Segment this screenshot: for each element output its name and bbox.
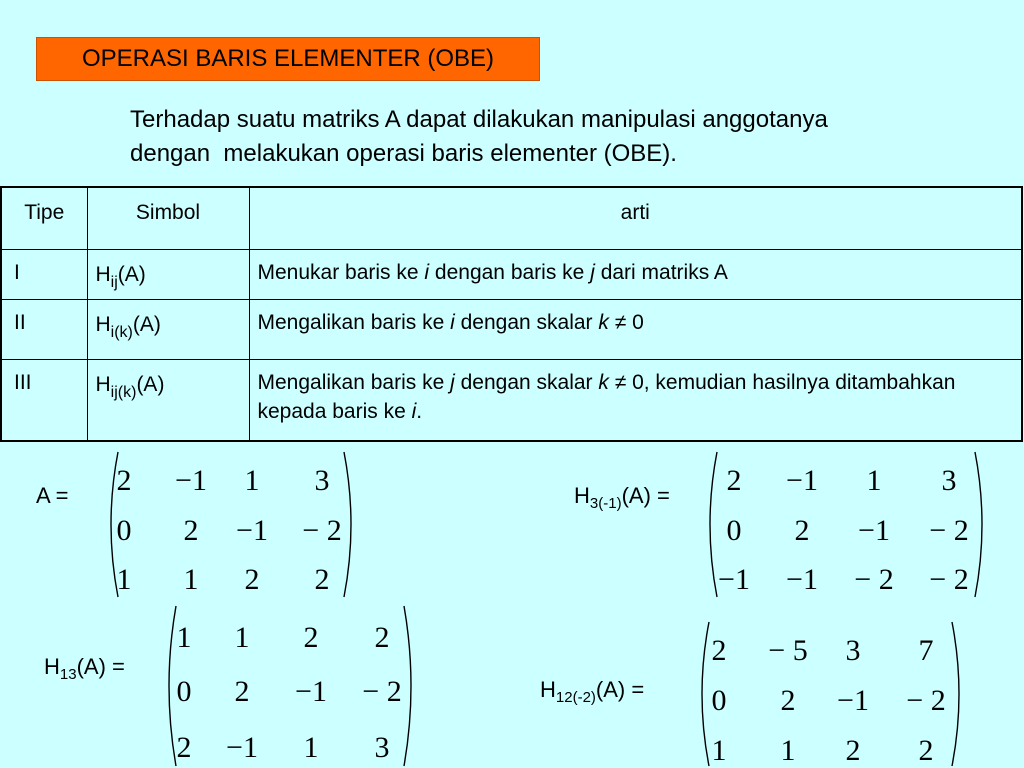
header-tipe: Tipe	[1, 187, 87, 249]
matrix-cell: 1	[183, 563, 199, 596]
symbol-base: H	[95, 372, 111, 396]
matrix-cell: 2	[374, 621, 390, 654]
variable-text: i	[424, 260, 430, 284]
matrix-h3-label: $H_{3(-1)}(A)$ =	[574, 483, 670, 512]
arti-text: Mengalikan baris ke	[257, 310, 451, 334]
header-arti: arti	[249, 187, 1022, 249]
matrix-cell: 1	[116, 563, 132, 596]
matrix-cell: 2	[845, 734, 861, 767]
symbol-base: H	[95, 262, 111, 286]
symbol-arg: (A)	[117, 262, 146, 286]
matrix-cell: 1	[244, 464, 260, 497]
matrix-cell: 3	[314, 464, 330, 497]
matrix-cell: 2	[116, 464, 132, 497]
arti-text: dengan skalar	[454, 370, 599, 394]
intro-line-1: Terhadap suatu matriks A dapat dilakukan manipulasi anggotanya	[130, 106, 828, 133]
matrix-cell: 1	[176, 621, 192, 654]
matrix-cell: 2	[918, 734, 934, 767]
matrix-cell: 0	[176, 675, 192, 708]
matrix-a-label: A =	[36, 483, 69, 508]
arti-text: .	[416, 399, 423, 423]
row-tipe: I	[1, 249, 87, 299]
matrix-cell: 2	[314, 563, 330, 596]
matrix-h12-label: $H_{12(-2)}(A)$ =	[540, 677, 645, 706]
arti-text: Menukar baris ke	[257, 260, 425, 284]
matrix-cell: −1	[786, 563, 818, 596]
symbol-base: H	[95, 312, 111, 336]
matrix-cell: 2	[711, 634, 727, 667]
matrix-cell: −1	[226, 731, 258, 764]
variable-text: i	[411, 399, 417, 423]
matrix-cell: − 2	[854, 563, 894, 596]
matrix-cell: − 2	[929, 514, 969, 547]
variable-text: k	[598, 370, 609, 394]
matrix-cell: −1	[295, 675, 327, 708]
matrix-cell: − 5	[768, 634, 808, 667]
arti-text: dari matriks A	[594, 260, 728, 284]
matrix-cell: 2	[726, 464, 742, 497]
matrix-cell: 2	[234, 675, 250, 708]
matrix-cell: 3	[374, 731, 390, 764]
matrix-cell: 1	[303, 731, 319, 764]
symbol-arg: (A)	[132, 312, 161, 336]
variable-text: i	[450, 310, 455, 334]
symbol-arg: (A)	[136, 372, 165, 396]
arti-text: ≠ 0	[608, 310, 644, 334]
matrix-cell: 7	[918, 634, 934, 667]
matrix-cell: −1	[175, 464, 207, 497]
right-paren	[952, 622, 959, 766]
matrix-cell: −1	[837, 684, 869, 717]
arti-text: Mengalikan baris ke	[257, 370, 451, 394]
intro-line-2: dengan melakukan operasi baris elementer (OBE).	[130, 140, 677, 167]
matrix-cell: 2	[794, 514, 810, 547]
matrix-cell: 0	[726, 514, 742, 547]
left-paren	[702, 622, 709, 766]
matrix-cell: −1	[858, 514, 890, 547]
symbol-sub: i(k)	[110, 323, 133, 341]
arti-text: dengan skalar	[454, 310, 599, 334]
matrix-cell: 3	[941, 464, 957, 497]
symbol-sub: ij(k)	[110, 383, 137, 401]
row-tipe: III	[1, 359, 87, 441]
arti-text: dengan baris ke	[429, 260, 591, 284]
matrix-cell: 1	[866, 464, 882, 497]
matrix-cell: −1	[236, 514, 268, 547]
matrix-cell: 2	[176, 731, 192, 764]
matrix-cell: − 2	[302, 514, 342, 547]
matrix-cell: 2	[244, 563, 260, 596]
header-simbol: Simbol	[87, 187, 249, 249]
matrix-cell: 0	[116, 514, 132, 547]
matrix-cell: 0	[711, 684, 727, 717]
matrix-cell: −1	[718, 563, 750, 596]
variable-text: j	[590, 260, 595, 284]
symbol-sub: ij	[110, 273, 118, 291]
variable-text: k	[598, 310, 609, 334]
matrix-cell: − 2	[906, 684, 946, 717]
matrix-cell: 3	[845, 634, 861, 667]
matrix-cell: 2	[780, 684, 796, 717]
matrix-cell: −1	[786, 464, 818, 497]
matrix-h13-label: $H_{13}(A)$ =	[44, 654, 125, 683]
slide-title: OPERASI BARIS ELEMENTER (OBE)	[36, 37, 540, 81]
row-tipe: II	[1, 299, 87, 359]
matrix-cell: 1	[234, 621, 250, 654]
variable-text: j	[450, 370, 455, 394]
matrix-cell: 1	[780, 734, 796, 767]
matrix-cell: 2	[303, 621, 319, 654]
matrix-cell: 1	[711, 734, 727, 767]
matrix-cell: − 2	[929, 563, 969, 596]
matrix-cell: − 2	[362, 675, 402, 708]
matrix-cell: 2	[183, 514, 199, 547]
arti-text: ≠ 0, kemudian hasilnya ditambahkan kepada baris ke	[257, 370, 956, 423]
